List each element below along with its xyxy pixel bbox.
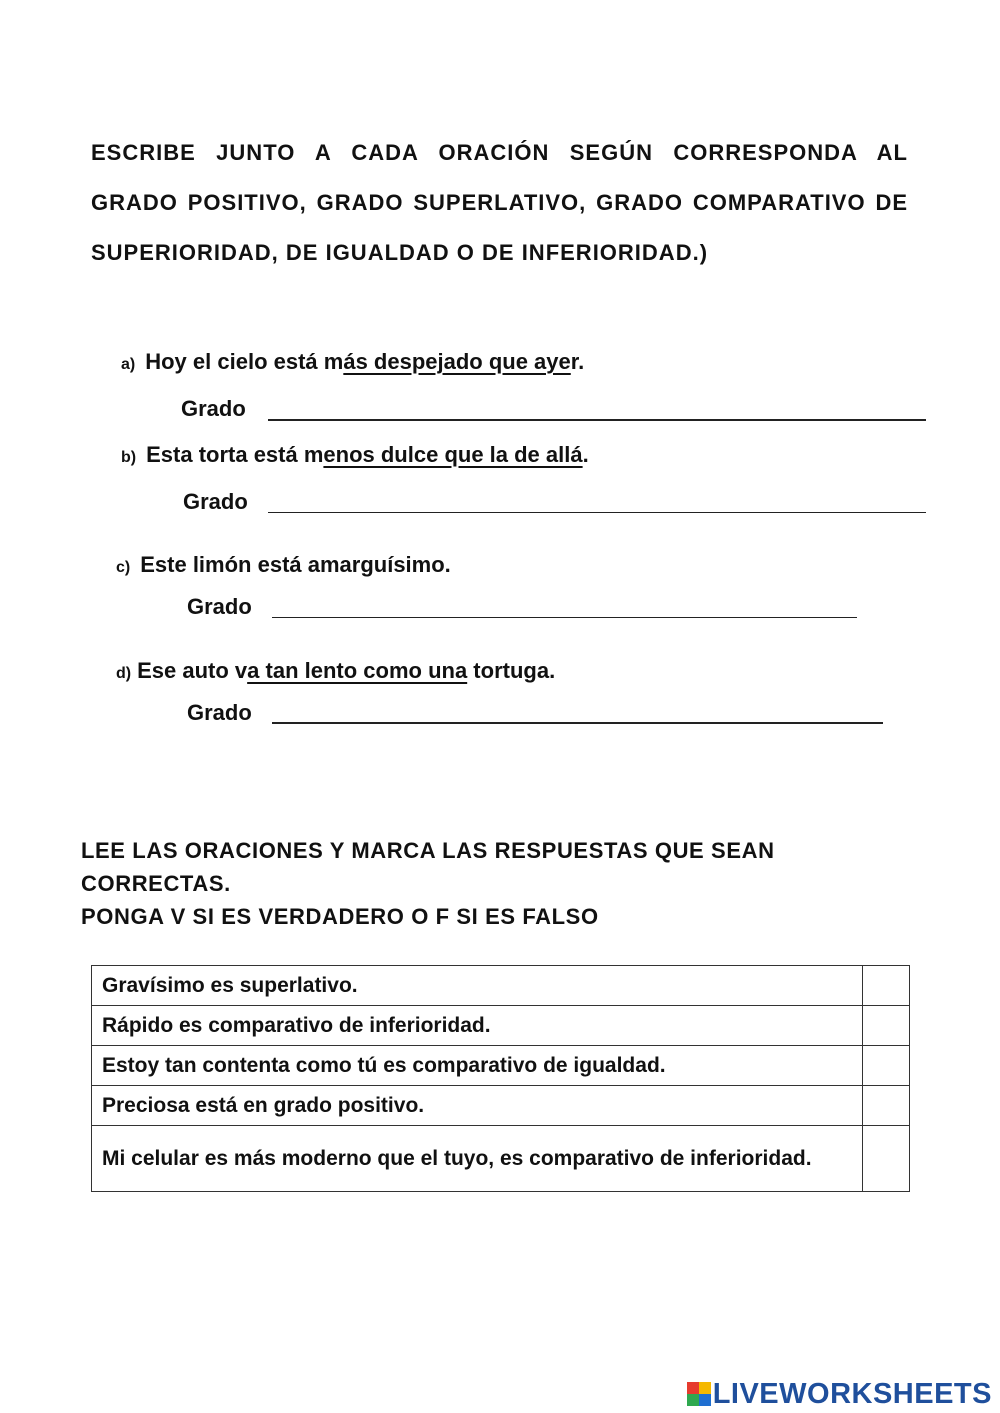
table-row: [92, 1086, 910, 1126]
answer-cell[interactable]: [863, 966, 910, 1006]
statement-cell: Preciosa está en grado positivo.: [92, 1086, 863, 1126]
sentence-b: b) Esta torta está menos dulce que la de allá.: [121, 442, 589, 467]
answer-cell[interactable]: [863, 1006, 910, 1046]
item-letter: c): [116, 559, 131, 576]
item-letter: a): [121, 356, 136, 373]
grado-label-c: Grado: [187, 594, 252, 619]
answer-cell[interactable]: [863, 1126, 910, 1192]
answer-cell[interactable]: [863, 1046, 910, 1086]
liveworksheets-logo-icon: [687, 1382, 711, 1406]
underlined-phrase: a tan lento como una: [247, 658, 468, 683]
item-letter: b): [121, 449, 137, 466]
answer-blank-a[interactable]: [268, 419, 926, 421]
true-false-table: [91, 965, 910, 1192]
instructions-paragraph: ESCRIBE JUNTO A CADA ORACIÓN SEGÚN CORRESPONDA AL GRADO POSITIVO, GRADO SUPERLATIVO, GRADO COMPARATIVO DE SUPERIORIDAD, DE IGUALDAD O DE INFERIORIDAD.): [91, 140, 908, 265]
statement-cell: Mi celular es más moderno que el tuyo, es comparativo de inferioridad.: [92, 1126, 863, 1192]
underlined-phrase: ás despejado que aye: [343, 349, 571, 374]
table-row: [92, 1126, 910, 1192]
grado-label-b: Grado: [183, 489, 248, 514]
answer-blank-b[interactable]: [268, 512, 926, 513]
statement-cell: Gravísimo es superlativo.: [92, 966, 863, 1006]
statement-cell: Rápido es comparativo de inferioridad.: [92, 1006, 863, 1046]
sentence-d: d) Ese auto va tan lento como una tortuga.: [116, 658, 556, 683]
answer-blank-d[interactable]: [272, 722, 883, 724]
item-letter: d): [116, 665, 132, 682]
answer-cell[interactable]: [863, 1086, 910, 1126]
grado-label-d: Grado: [187, 700, 252, 725]
underlined-phrase: enos dulce que la de allá: [323, 442, 583, 467]
sentence-c: c) Este limón está amarguísimo.: [116, 552, 451, 577]
brand-name: LIVEWORKSHEETS: [712, 1377, 992, 1410]
liveworksheets-logo[interactable]: [687, 1377, 992, 1411]
grado-label-a: Grado: [181, 396, 246, 421]
answer-blank-c[interactable]: [272, 617, 857, 618]
table-row: [92, 1046, 910, 1086]
table-row: [92, 966, 910, 1006]
table-row: [92, 1006, 910, 1046]
sentence-a: a) Hoy el cielo está más despejado que ayer.: [121, 349, 585, 374]
section2-instructions: LEE LAS ORACIONES Y MARCA LAS RESPUESTAS QUE SEAN CORRECTAS. PONGA V SI ES VERDADERO O F SI ES FALSO: [81, 838, 775, 929]
statement-cell: Estoy tan contenta como tú es comparativo de igualdad.: [92, 1046, 863, 1086]
